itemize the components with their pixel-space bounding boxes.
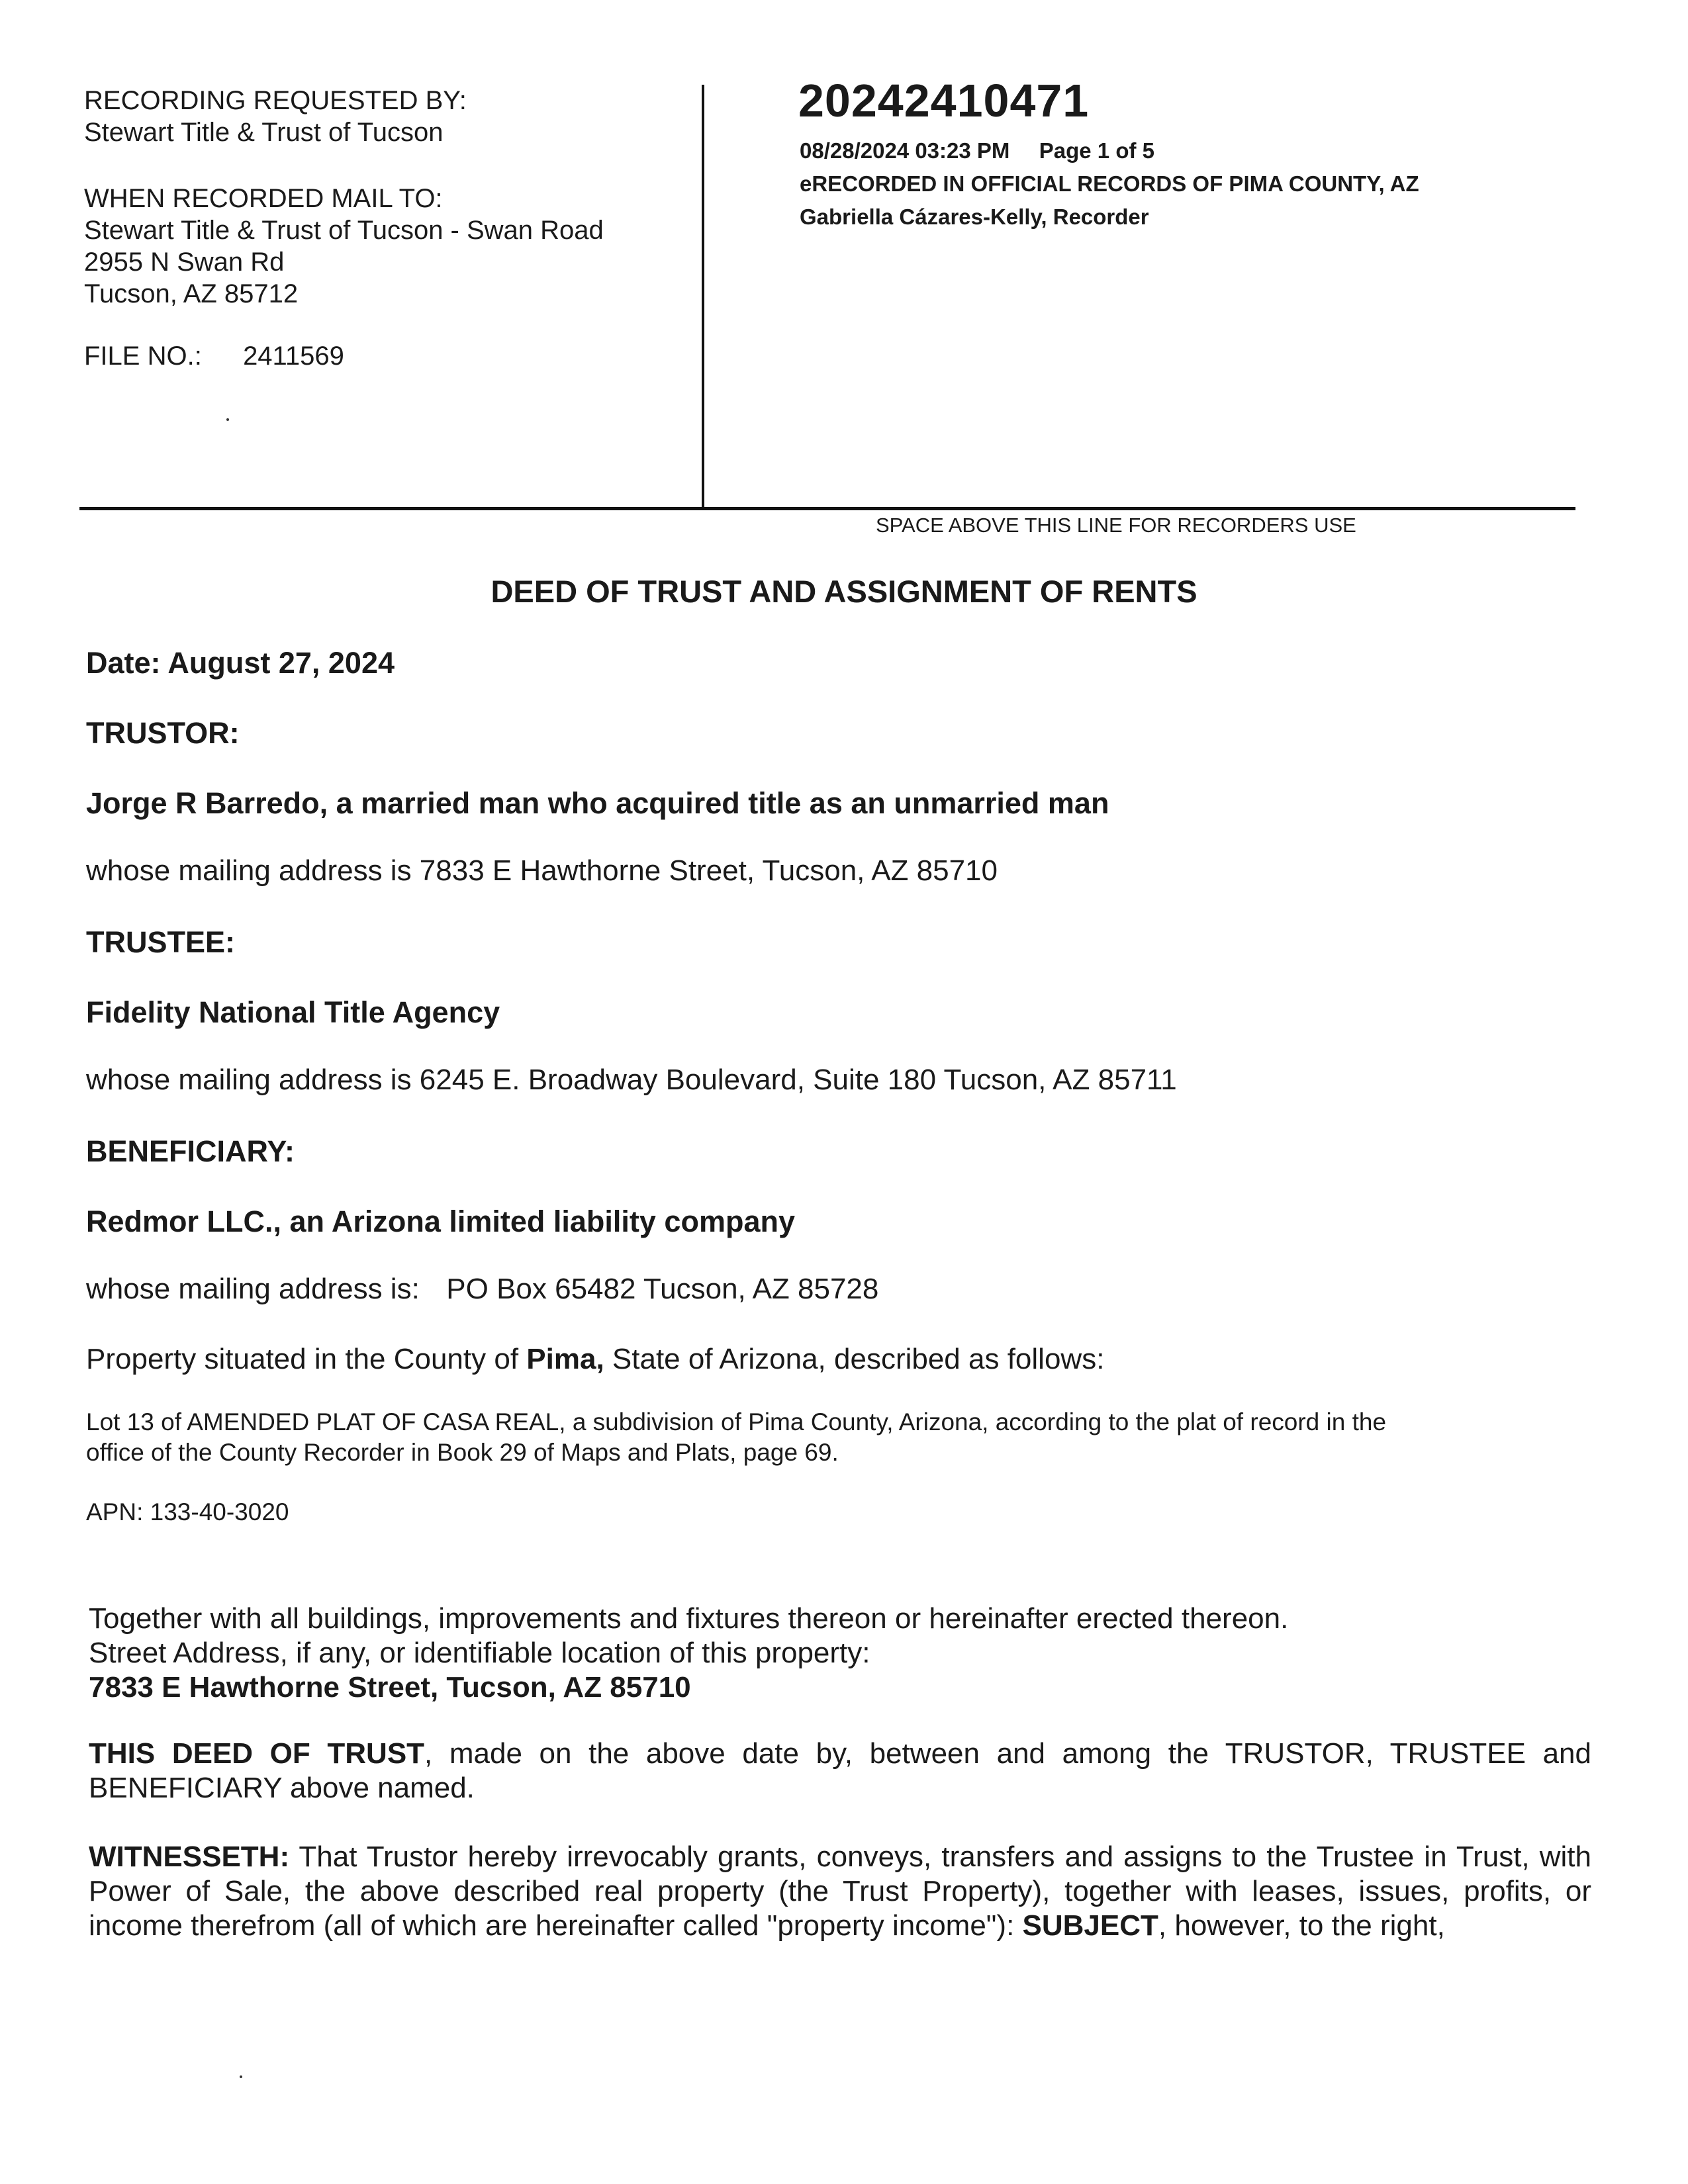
trustor-name: Jorge R Barredo, a married man who acquired title as an unmarried man <box>86 786 1109 820</box>
mail-to-city: Tucson, AZ 85712 <box>84 279 299 308</box>
date-line <box>86 646 395 680</box>
date-label: Date: <box>86 646 161 680</box>
legal-description-line2: office of the County Recorder in Book 29 of Maps and Plats, page 69. <box>86 1439 839 1466</box>
mail-to-label: WHEN RECORDED MAIL TO: <box>84 184 443 213</box>
recording-requested-by: Stewart Title & Trust of Tucson <box>84 118 444 147</box>
property-intro-after: State of Arizona, described as follows: <box>612 1343 1105 1375</box>
deed-paragraph-text: , made on the above date by, between and among the TRUSTOR, TRUSTEE and BENEFICIARY above named. <box>89 1737 1591 1804</box>
trustee-label: TRUSTEE: <box>86 925 235 959</box>
beneficiary-address-label: whose mailing address is: <box>86 1273 420 1305</box>
recorder-name: Gabriella Cázares-Kelly, Recorder <box>800 205 1149 229</box>
space-above-note: SPACE ABOVE THIS LINE FOR RECORDERS USE <box>876 514 1356 537</box>
witnesseth-text2: , however, to the right, <box>1158 1909 1445 1942</box>
recording-requested-block <box>84 85 467 148</box>
witnesseth-lead: WITNESSETH: <box>89 1841 290 1873</box>
street-address-label: Street Address, if any, or identifiable location of this property: <box>89 1637 870 1669</box>
mail-to-block <box>84 183 604 310</box>
property-county: Pima, <box>526 1343 604 1375</box>
legal-description-line1: Lot 13 of AMENDED PLAT OF CASA REAL, a subdivision of Pima County, Arizona, according to the plat of record in the <box>86 1408 1387 1435</box>
beneficiary-name: Redmor LLC., an Arizona limited liability company <box>86 1205 795 1238</box>
recording-requested-label: RECORDING REQUESTED BY: <box>84 86 467 115</box>
header-vertical-divider <box>702 85 704 508</box>
deed-paragraph-lead: THIS DEED OF TRUST <box>89 1737 425 1770</box>
deed-of-trust-paragraph <box>89 1737 1591 1805</box>
file-no-value: 2411569 <box>243 341 344 371</box>
witnesseth-paragraph <box>89 1840 1591 1943</box>
trustor-address: whose mailing address is 7833 E Hawthorne Street, Tucson, AZ 85710 <box>86 854 998 887</box>
beneficiary-label: BENEFICIARY: <box>86 1134 295 1168</box>
scan-speck <box>226 418 229 421</box>
trustee-address: whose mailing address is 6245 E. Broadway Boulevard, Suite 180 Tucson, AZ 85711 <box>86 1064 1177 1096</box>
date-value: August 27, 2024 <box>167 646 395 680</box>
official-records-line: eRECORDED IN OFFICIAL RECORDS OF PIMA COUNTY, AZ <box>800 171 1419 196</box>
file-no-block <box>84 340 344 372</box>
record-datetime: 08/28/2024 03:23 PM <box>800 138 1010 163</box>
together-with-line: Together with all buildings, improvements and fixtures thereon or hereinafter erected thereon. <box>89 1602 1289 1635</box>
property-intro <box>86 1342 1104 1377</box>
witnesseth-subject: SUBJECT <box>1022 1909 1158 1942</box>
trustor-label: TRUSTOR: <box>86 716 240 750</box>
witnesseth-text1: That Trustor hereby irrevocably grants, conveys, transfers and assigns to the Trustee in Trust, with Power of Sale, the above described real property (the Trust Property), together with leases, issues, profits, or income therefrom (all of which are hereinafter called "property income"): <box>89 1841 1591 1942</box>
recorder-info <box>800 134 1419 234</box>
property-intro-before: Property situated in the County of <box>86 1343 519 1375</box>
file-no-label: FILE NO.: <box>84 341 202 371</box>
mail-to-street: 2955 N Swan Rd <box>84 248 285 277</box>
apn: APN: 133-40-3020 <box>86 1498 289 1525</box>
beneficiary-address-line <box>86 1272 878 1306</box>
mail-to-name: Stewart Title & Trust of Tucson - Swan Road <box>84 216 604 245</box>
trustee-name: Fidelity National Title Agency <box>86 995 500 1029</box>
record-page-info: Page 1 of 5 <box>1039 138 1154 163</box>
recorder-space-divider <box>79 507 1575 510</box>
record-number: 20242410471 <box>798 75 1090 126</box>
scan-speck <box>240 2075 242 2078</box>
legal-description <box>86 1407 1386 1468</box>
street-address: 7833 E Hawthorne Street, Tucson, AZ 85710 <box>89 1671 691 1704</box>
document-title: DEED OF TRUST AND ASSIGNMENT OF RENTS <box>491 574 1197 609</box>
beneficiary-address: PO Box 65482 Tucson, AZ 85728 <box>446 1273 879 1305</box>
property-location-block <box>89 1602 1288 1705</box>
